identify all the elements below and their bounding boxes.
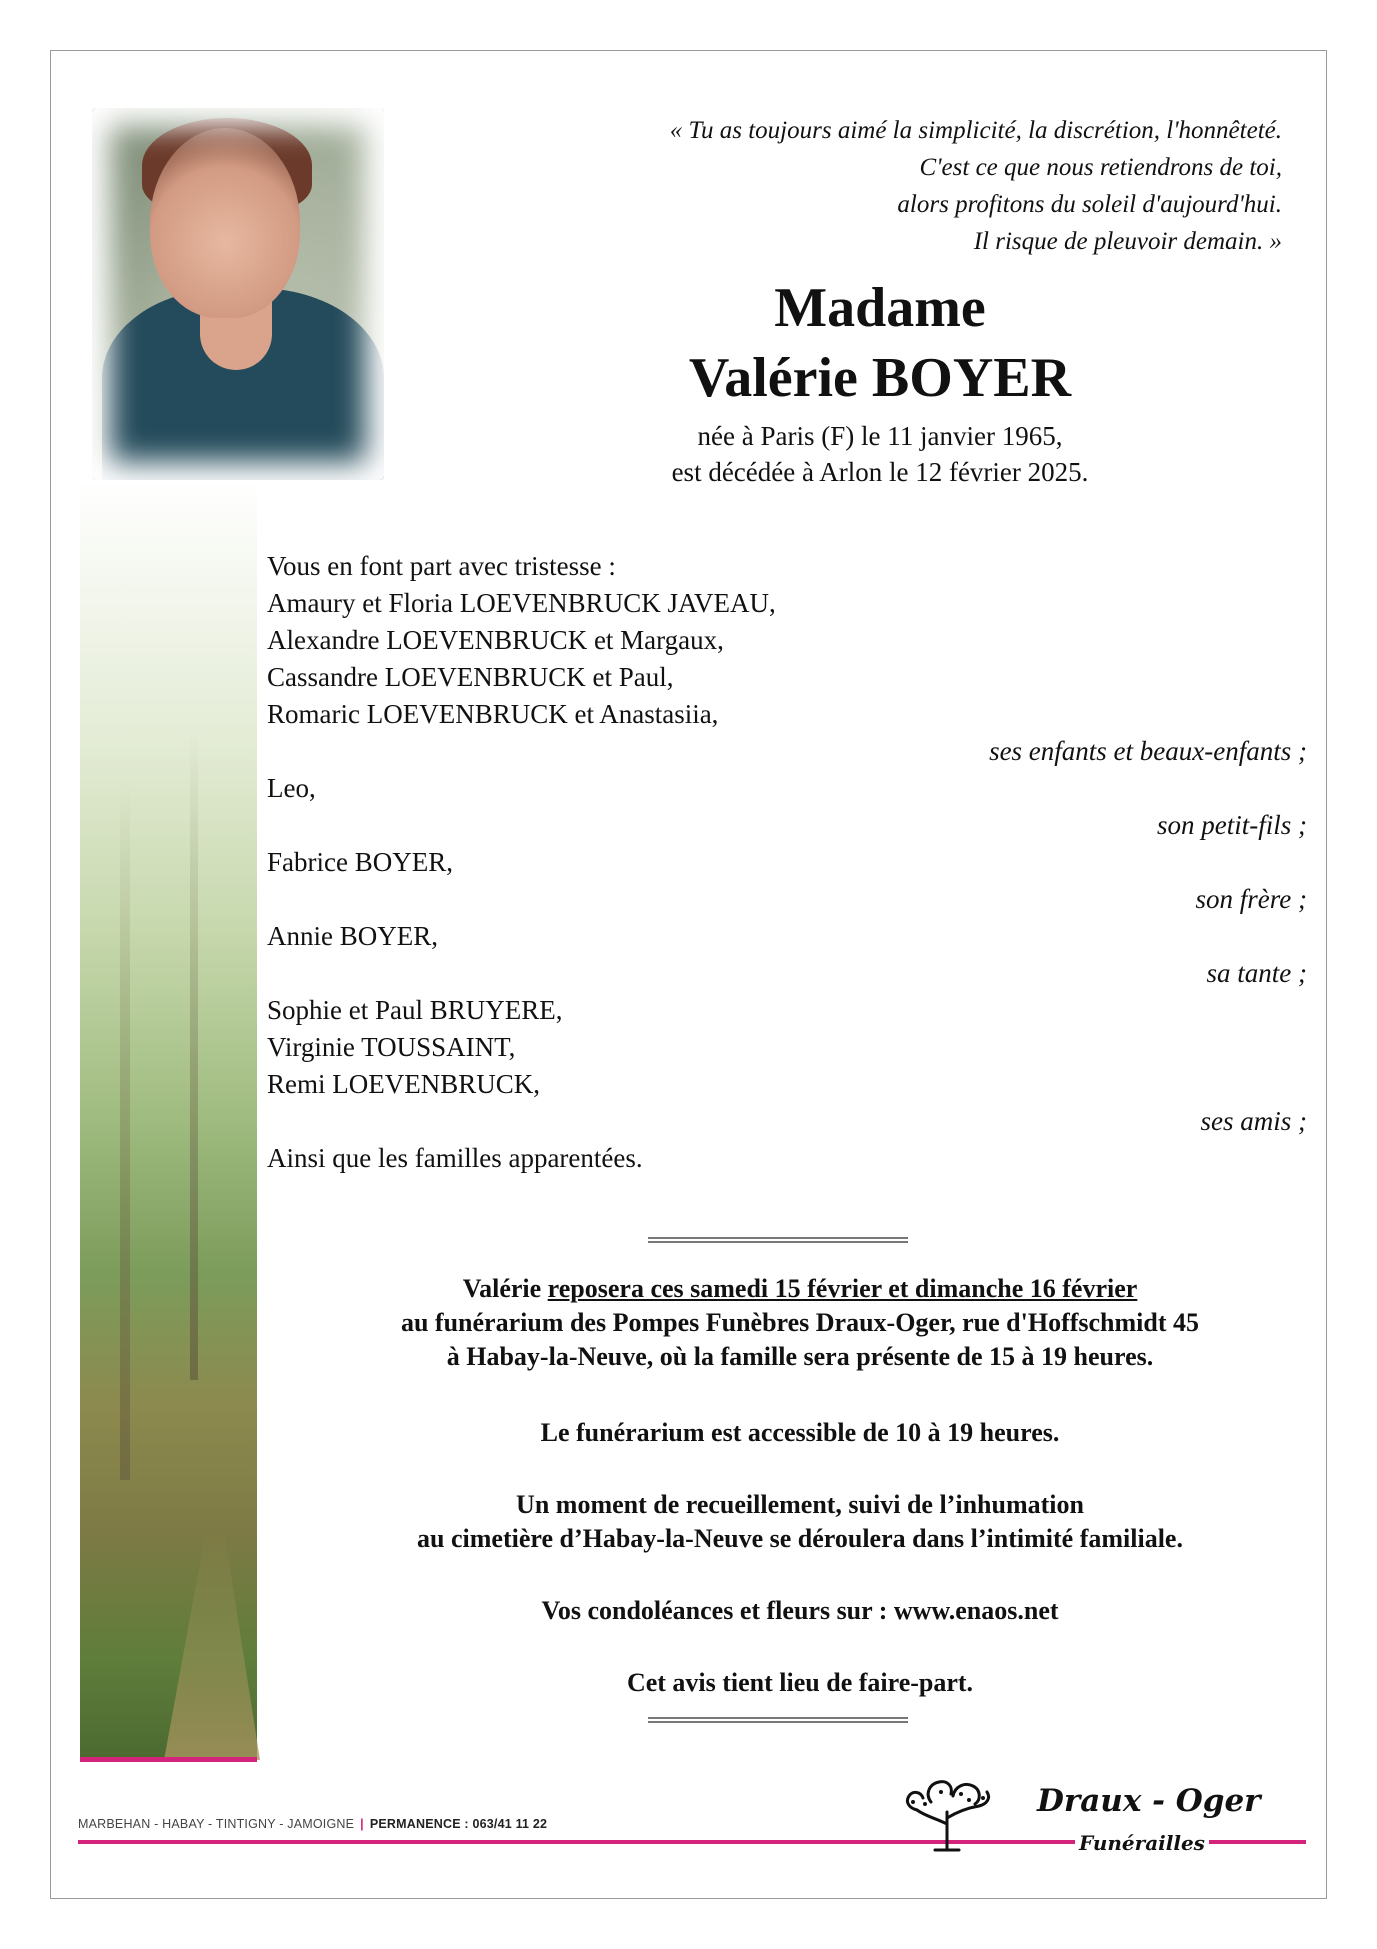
honorific: Madame xyxy=(774,277,986,339)
quote-line: C'est ce que nous retiendrons de toi, xyxy=(919,154,1282,181)
family-closing: Ainsi que les familles apparentées. xyxy=(267,1143,643,1173)
divider xyxy=(648,1717,908,1723)
tree-icon xyxy=(895,1772,995,1852)
death-line: est décédée à Arlon le 12 février 2025. xyxy=(671,457,1089,487)
family-member: Leo, xyxy=(267,773,316,803)
divider xyxy=(648,1237,908,1243)
footer-separator: | xyxy=(360,1817,364,1831)
portrait-photo xyxy=(92,108,384,480)
epitaph-quote xyxy=(462,112,1282,260)
quote-line: « Tu as toujours aimé la simplicité, la discrétion, l'honnêteté. xyxy=(669,117,1282,144)
family-announcement xyxy=(267,548,1307,1177)
visitation-name: Valérie xyxy=(462,1274,548,1303)
family-member: Cassandre LOEVENBRUCK et Paul, xyxy=(267,662,674,692)
ceremony-info xyxy=(280,1488,1320,1556)
life-dates xyxy=(560,418,1200,490)
family-member: Remi LOEVENBRUCK, xyxy=(267,1069,540,1099)
family-role: son petit-fils ; xyxy=(1157,810,1307,840)
accent-bar xyxy=(80,1757,257,1762)
family-intro: Vous en font part avec tristesse : xyxy=(267,551,616,581)
visitation-dates: reposera ces samedi 15 février et dimanche 16 février xyxy=(547,1274,1138,1303)
footer-permanence: PERMANENCE : 063/41 11 22 xyxy=(369,1817,548,1831)
footer-contact xyxy=(78,1817,547,1831)
family-role: son frère ; xyxy=(1195,884,1307,914)
birth-line: née à Paris (F) le 11 janvier 1965, xyxy=(697,421,1063,451)
ceremony-line: Un moment de recueillement, suivi de l’inhumation xyxy=(516,1490,1084,1519)
visitation-location: au funérarium des Pompes Funèbres Draux-Oger, rue d'Hoffschmidt 45 xyxy=(400,1308,1200,1337)
footer-locations: MARBEHAN - HABAY - TINTIGNY - JAMOIGNE xyxy=(78,1817,355,1831)
visitation-hours: à Habay-la-Neuve, où la famille sera présente de 15 à 19 heures. xyxy=(446,1342,1154,1371)
ceremony-line: au cimetière d’Habay-la-Neuve se déroulera dans l’intimité familiale. xyxy=(417,1524,1183,1553)
quote-line: alors profitons du soleil d'aujourd'hui. xyxy=(897,191,1282,218)
notice-text: Cet avis tient lieu de faire-part. xyxy=(626,1668,974,1697)
forest-image-strip xyxy=(80,480,257,1762)
family-member: Sophie et Paul BRUYERE, xyxy=(267,995,563,1025)
brand-name: Draux - Oger xyxy=(1037,1783,1261,1819)
family-member: Alexandre LOEVENBRUCK et Margaux, xyxy=(267,625,724,655)
condolences-link: Vos condoléances et fleurs sur : www.enaos.net xyxy=(541,1596,1059,1625)
brand-subtitle: Funérailles xyxy=(1075,1831,1209,1855)
family-role: ses amis ; xyxy=(1200,1106,1307,1136)
quote-line: Il risque de pleuvoir demain. » xyxy=(973,228,1282,255)
family-member: Romaric LOEVENBRUCK et Anastasiia, xyxy=(267,699,719,729)
family-role: sa tante ; xyxy=(1206,958,1307,988)
family-member: Fabrice BOYER, xyxy=(267,847,453,877)
family-member: Annie BOYER, xyxy=(267,921,438,951)
family-role: ses enfants et beaux-enfants ; xyxy=(989,736,1307,766)
deceased-name: Valérie BOYER xyxy=(688,347,1072,409)
visitation-info xyxy=(280,1272,1320,1374)
family-member: Amaury et Floria LOEVENBRUCK JAVEAU, xyxy=(267,588,776,618)
family-member: Virginie TOUSSAINT, xyxy=(267,1032,516,1062)
funerarium-access: Le funérarium est accessible de 10 à 19 heures. xyxy=(540,1418,1060,1447)
